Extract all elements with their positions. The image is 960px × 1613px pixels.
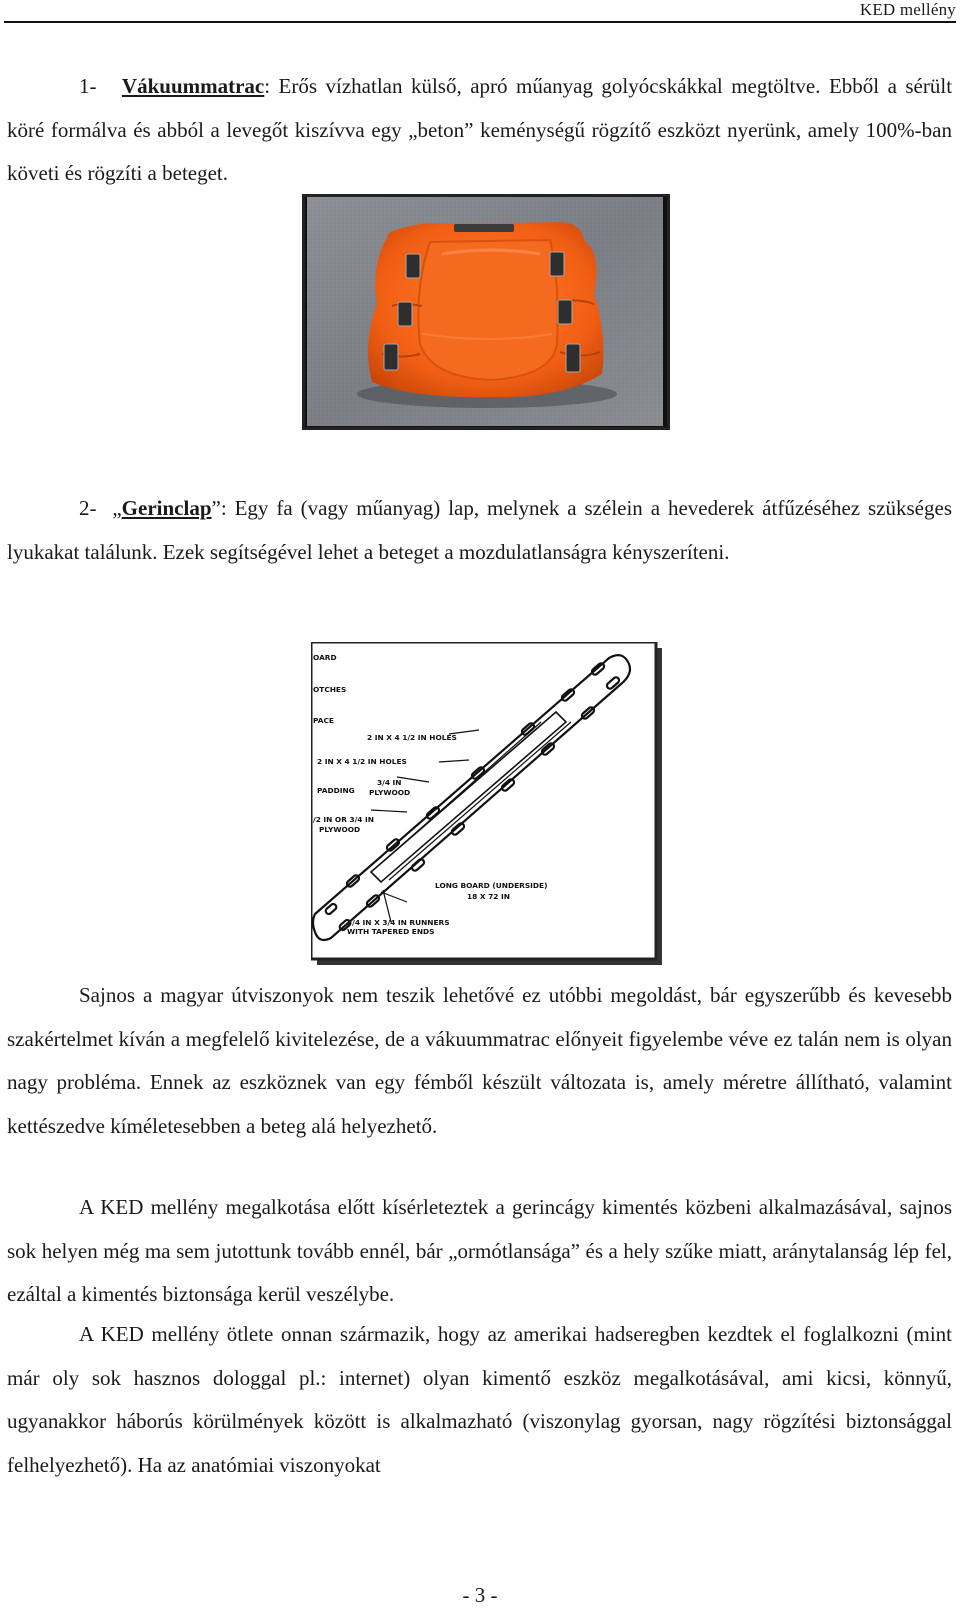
open-quote: „ bbox=[112, 496, 122, 520]
backboard-diagram-svg bbox=[311, 642, 664, 967]
term-gerinclap: Gerinclap bbox=[121, 496, 212, 520]
item-number: 2- bbox=[79, 496, 97, 520]
label-plywood-34-b: PLYWOOD bbox=[369, 788, 411, 797]
paragraph-ked-otlete bbox=[7, 1313, 952, 1487]
paragraph-ked-megalkotasa bbox=[7, 1186, 952, 1317]
vacuum-mattress-image bbox=[302, 194, 670, 430]
label-longboard-b: 18 X 72 IN bbox=[467, 892, 510, 901]
page-number: - 3 - bbox=[462, 1583, 498, 1607]
label-longboard-a: LONG BOARD (UNDERSIDE) bbox=[435, 881, 548, 890]
paragraph-text: A KED mellény megalkotása előtt kísérleteztek a gerincágy kimentés közbeni alkalmazásával, sajnos sok helyen még ma sem jutottunk tovább ennél, bár „ormótlansága” és a hely szűke miatt, aránytalanság lép fel, ezáltal a kimentés biztonsága kerül veszélybe. bbox=[7, 1195, 952, 1306]
label-plywood-half-a: /2 IN OR 3/4 IN bbox=[313, 815, 374, 824]
label-runners-a: 3/4 IN X 3/4 IN RUNNERS bbox=[347, 918, 450, 927]
paragraph-text: Sajnos a magyar útviszonyok nem teszik lehetővé ez utóbbi megoldást, bár egyszerűbb és kevesebb szakértelmet kíván a megfelelő kivitelezése, de a vákuummatrac előnyeit figyelembe véve ez talán nem is olyan nagy probléma. Ennek az eszköznek van egy fémből készült változata is, amely méretre állítható, valamint kettészedve kíméletesebben a beteg alá helyezhető. bbox=[7, 983, 952, 1138]
label-board: OARD bbox=[313, 653, 337, 662]
paragraph-text: A KED mellény ötlete onnan származik, hogy az amerikai hadseregben kezdtek el foglalkozni (mint már oly sok hasznos dologgal pl.: internet) olyan kimentő eszköz megalkotásával, ami kicsi, könnyű, ugyanakkor háborús körülmények között is alkalmazható (viszonylag gyorsan, nagy rögzítési biztonsággal felhelyezhető). Ha az anatómiai viszonyokat bbox=[7, 1322, 952, 1477]
label-space: PACE bbox=[313, 716, 334, 725]
item-vakuummatrac bbox=[7, 65, 952, 196]
item-description: : Egy fa (vagy műanyag) lap, melynek a szélein a hevederek átfűzéséhez szükséges lyukakat találunk. Ezek segítségével lehet a beteget a mozdulatlanságra kényszeríteni. bbox=[7, 496, 952, 564]
label-notches: OTCHES bbox=[313, 685, 347, 694]
label-plywood-34-a: 3/4 IN bbox=[377, 778, 402, 787]
item-gerinclap bbox=[7, 487, 952, 574]
term-vakuummatrac: Vákuummatrac bbox=[121, 74, 265, 98]
label-holes-top: 2 IN X 4 1/2 IN HOLES bbox=[367, 733, 457, 742]
paragraph-utviszonyok bbox=[7, 974, 952, 1148]
label-holes-left: 2 IN X 4 1/2 IN HOLES bbox=[317, 757, 407, 766]
item-number: 1- bbox=[79, 74, 97, 98]
close-quote: ” bbox=[211, 496, 221, 520]
label-runners-b: WITH TAPERED ENDS bbox=[347, 927, 435, 936]
label-padding: PADDING bbox=[317, 786, 355, 795]
item-description-start: : Erős vízhatlan külső, apró műanyag golyócskákkal megtöltve. bbox=[264, 74, 821, 98]
item-description-rest: Ebből a sérült köré formálva és abból a levegőt kiszívva egy „beton” keménységű rögzítő eszközt nyerünk, amely 100%-ban követi és rögzíti a beteget. bbox=[7, 74, 953, 185]
label-plywood-half-b: PLYWOOD bbox=[319, 825, 361, 834]
vacuum-mattress-photo bbox=[302, 194, 670, 430]
running-header: KED mellény bbox=[859, 0, 956, 19]
backboard-diagram bbox=[311, 642, 664, 967]
header-rule bbox=[4, 21, 956, 23]
